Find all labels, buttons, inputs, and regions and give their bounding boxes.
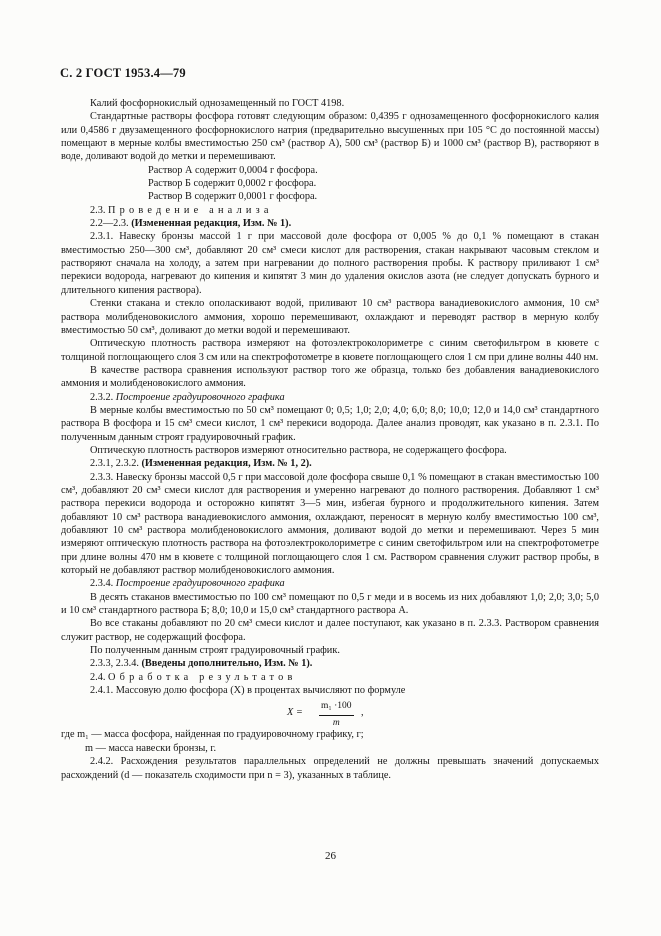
amendment-note [61, 217, 599, 230]
paragraph: Раствор Б содержит 0,0002 г фосфора. [148, 178, 317, 190]
section-heading [61, 204, 599, 217]
paragraph: Стенки стакана и стекло ополаскивают водой, приливают 10 см³ раствора ванадиевокислого аммония, 10 см³ раствора молибденовокислого аммония, хорошо перемешивают, охлаждают и переводят раствор в мерную колбу вместимостью 50 см³, доливают до метки водой и перемешивают. [61, 298, 599, 336]
paragraph: Раствор В содержит 0,0001 г фосфора. [148, 191, 318, 203]
amendment-text: (Введены дополнительно, Изм. № 1). [141, 658, 313, 670]
section-title: Построение градуировочного графика [115, 578, 285, 590]
section-number: 2.3. [90, 204, 106, 216]
paragraph: 2.3.1. Навеску бронзы массой 1 г при массовой доле фосфора от 0,005 % до 0,1 % помещают в стакан вместимостью 250—300 см³, добавляют 20 см³ смеси кислот для растворения, стакан накрывают часовым стеклом и растворяют сначала на холоду, а затем при нагревании до полного растворения пробы. К раствору приливают 1 см³ перекиси водорода, нагревают до кипения и кипятят 3 мин до удаления окислов азота (не следует допускать бурного и длительного кипения раствора). [61, 231, 599, 296]
amendment-ref: 2.2—2.3. [90, 218, 129, 230]
section-number: 2.3.4. [90, 578, 114, 590]
definition: m — масса навески бронзы, г. [85, 742, 217, 754]
section-heading [61, 671, 599, 684]
section-heading [61, 391, 599, 404]
section-title: Проведение анализа [108, 204, 273, 216]
formula [61, 700, 599, 726]
paragraph: Оптическую плотность раствора измеряют на фотоэлектроколориметре с синим светофильтром в кювете с толщиной поглощающего слоя 3 см или на спектрофотометре в кювете поглощающего слоя 1 см при длине волны 440 нм. [61, 338, 599, 363]
paragraph: Раствор А содержит 0,0004 г фосфора. [148, 164, 318, 176]
formula-lhs: X = [287, 707, 303, 719]
paragraph: Калий фосфорнокислый однозамещенный по ГОСТ 4198. [90, 98, 345, 109]
page-header: С. 2 ГОСТ 1953.4—79 [60, 66, 186, 80]
document-body [61, 97, 599, 782]
paragraph: В десять стаканов вместимостью по 100 см³ помещают по 0,5 г меди и в восемь из них добавляют 1,0; 2,0; 3,0; 5,0 и 10 см³ стандартного раствора Б; 8,0; 10,0 и 15,0 см³ стандартного раствора А. [61, 591, 599, 617]
paragraph: 2.4.2. Расхождения результатов параллельных определений не должны превышать значений допускаемых расхождений (d — показатель сходимости при n = 3), указанных в таблице. [61, 756, 599, 781]
paragraph: 2.4.1. Массовую долю фосфора (X) в процентах вычисляют по формуле [90, 685, 406, 697]
amendment-note [61, 657, 599, 670]
section-number: 2.4. [90, 671, 106, 683]
amendment-text: (Измененная редакция, Изм. № 1). [131, 218, 292, 230]
formula-numerator: m₁ ·100 [319, 700, 354, 715]
paragraph: В мерные колбы вместимостью по 50 см³ помещают 0; 0,5; 1,0; 2,0; 4,0; 6,0; 8,0; 10,0; 12,0 и 14,0 см³ стандартного раствора В фосфора и 15 см³ смеси кислот, 1 см³ перекиси водорода. Далее анализ проводят, как указано в п. 2.3.1. По полученным данным строят градуировочный график. [61, 404, 599, 443]
formula-fraction [319, 700, 354, 730]
paragraph: Оптическую плотность растворов измеряют относительно раствора, не содержащего фосфора. [90, 444, 507, 456]
amendment-note [61, 457, 599, 470]
paragraph: Во все стаканы добавляют по 20 см³ смеси кислот и далее поступают, как указано в п. 2.3.3. Раствором сравнения служит раствор, не содержащий фосфора. [61, 618, 599, 643]
paragraph: По полученным данным строят градуировочный график. [90, 645, 340, 657]
paragraph: В качестве раствора сравнения используют раствор того же образца, только без добавления ванадиевокислого аммония и молибденовокислого аммония. [61, 364, 599, 390]
formula-tail: , [361, 707, 364, 719]
amendment-ref: 2.3.3, 2.3.4. [90, 658, 139, 670]
paragraph: 2.3.3. Навеску бронзы массой 0,5 г при массовой доле фосфора свыше 0,1 % помещают в стакан вместимостью 100 см³, добавляют 20 см³ смеси кислот для растворения и умеренно нагревают до полного растворения. Добавляют 1 см³ раствора перекиси водорода и осторожно кипятят 3—5 мин, избегая бурного и продолжительного кипения. Затем добавляют 10 см³ раствора ванадиевокислого аммония, охлаждают, переносят в мерную колбу вместимостью 100 см³, добавляют 10 см³ раствора молибденовокислого аммония, доливают водой до метки и перемешивают. Через 5 мин измеряют оптическую плотность раствора на фотоэлектроколориметре с синим светофильтром или на спектрофотометре при длине волны 470 нм в кювете с толщиной поглощающего слоя 1 см. Раствором сравнения служит раствор пробы, в который не добавляют раствор молибденовокислого аммония. [61, 471, 599, 577]
section-number: 2.3.2. [90, 391, 114, 403]
section-heading [61, 577, 599, 590]
section-title: Обработка результатов [108, 671, 297, 683]
amendment-ref: 2.3.1, 2.3.2. [90, 458, 139, 470]
section-title: Построение градуировочного графика [115, 391, 285, 403]
page-number: 26 [325, 850, 336, 862]
definition: где m₁ — масса фосфора, найденная по градуировочному графику, г; [61, 729, 364, 741]
formula-denominator: m [332, 717, 340, 728]
amendment-text: (Измененная редакция, Изм. № 1, 2). [141, 458, 312, 470]
paragraph: Стандартные растворы фосфора готовят следующим образом: 0,4395 г однозамещенного фосфорнокислого калия или 0,4586 г двузамещенного фосфорнокислого натрия (предварительно высушенных при 105 °С до постоянной массы) помещают в мерные колбы вместимостью 250 см³ (раствор А), 500 см³ (раствор Б) и 1000 см³ (раствор В), растворяют в воде, доливают водой до метки и перемешивают. [61, 111, 599, 163]
